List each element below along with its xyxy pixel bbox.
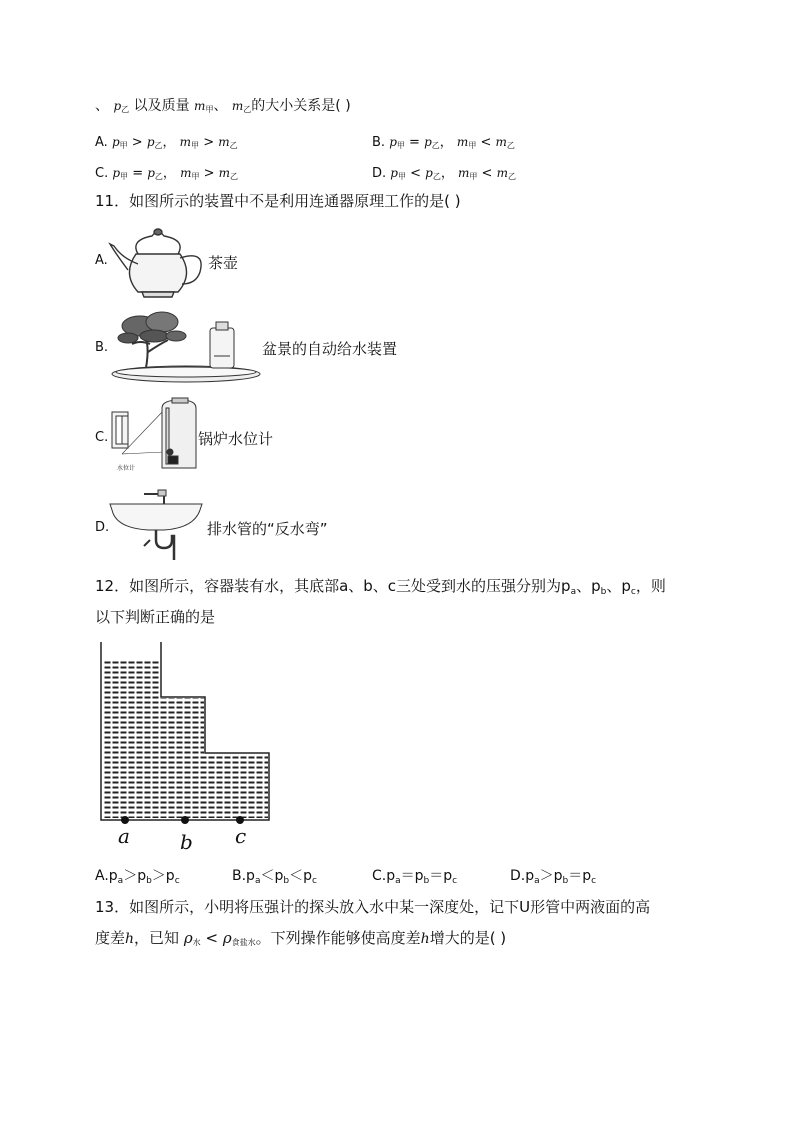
q10-option-b[interactable]: B. p甲 = p乙， m甲 < m乙 bbox=[372, 135, 515, 150]
q11-stem: 11．如图所示的装置中不是利用连通器原理工作的是( ) bbox=[95, 192, 461, 210]
q11-option-b-label[interactable]: B. bbox=[95, 340, 109, 355]
q12-stem-line2: 以下判断正确的是 bbox=[95, 608, 216, 626]
q12-option-a[interactable]: $A.p_a>p_b>p_c$ bbox=[95, 868, 180, 886]
point-a bbox=[121, 816, 129, 824]
teapot-image bbox=[108, 224, 208, 300]
water-fill bbox=[103, 660, 268, 818]
point-label-c: c bbox=[235, 824, 247, 848]
q12-option-d[interactable]: $D.p_a>p_b=p_c$ bbox=[510, 868, 597, 886]
q11-option-c-label[interactable]: C. bbox=[95, 430, 109, 445]
q12-stem-line1: 12．如图所示，容器装有水，其底部a、b、c三处受到水的压强分别为$p_a$、$p_b$、$p_c$，则 bbox=[95, 577, 666, 597]
water-gauge-small-label: 水位计 bbox=[117, 465, 136, 472]
point-b bbox=[181, 816, 189, 824]
point-label-b: b bbox=[180, 830, 193, 854]
q11-caption-c: 锅炉水位计 bbox=[198, 430, 274, 448]
q11-caption-a: 茶壶 bbox=[208, 254, 239, 272]
q11-caption-d: 排水管的“反水弯” bbox=[207, 520, 328, 538]
q12-option-c[interactable]: $C.p_a=p_b=p_c$ bbox=[372, 868, 458, 886]
q10-option-c[interactable]: C. p甲 = p乙， m甲 > m乙 bbox=[95, 166, 239, 181]
bonsai-watering-image bbox=[110, 304, 262, 386]
q11-option-a-label[interactable]: A. bbox=[95, 253, 108, 268]
q10-option-d[interactable]: D. p甲 < p乙， m甲 < m乙 bbox=[372, 166, 516, 181]
q11-caption-b: 盆景的自动给水装置 bbox=[262, 340, 398, 358]
q13-stem-line1: 13．如图所示，小明将压强计的探头放入水中某一深度处，记下U形管中两液面的高 bbox=[95, 898, 651, 916]
q11-option-d-label[interactable]: D. bbox=[95, 520, 110, 535]
q12-option-b[interactable]: $B.p_a<p_b<p_c$ bbox=[232, 868, 317, 886]
point-label-a: a bbox=[118, 824, 130, 848]
q10-option-a[interactable]: A. p甲 > p乙， m甲 > m乙 bbox=[95, 135, 238, 150]
stepped-container-diagram bbox=[96, 640, 274, 852]
q13-stem-line2: 度差h，已知 ρ水 < ρ食盐水。下列操作能够使高度差h增大的是( ) bbox=[95, 929, 507, 947]
q10-stem: 、 p乙 以及质量 m甲、 m乙的大小关系是( ) bbox=[95, 98, 351, 114]
point-c bbox=[236, 816, 244, 824]
sink-trap-image bbox=[108, 488, 204, 562]
